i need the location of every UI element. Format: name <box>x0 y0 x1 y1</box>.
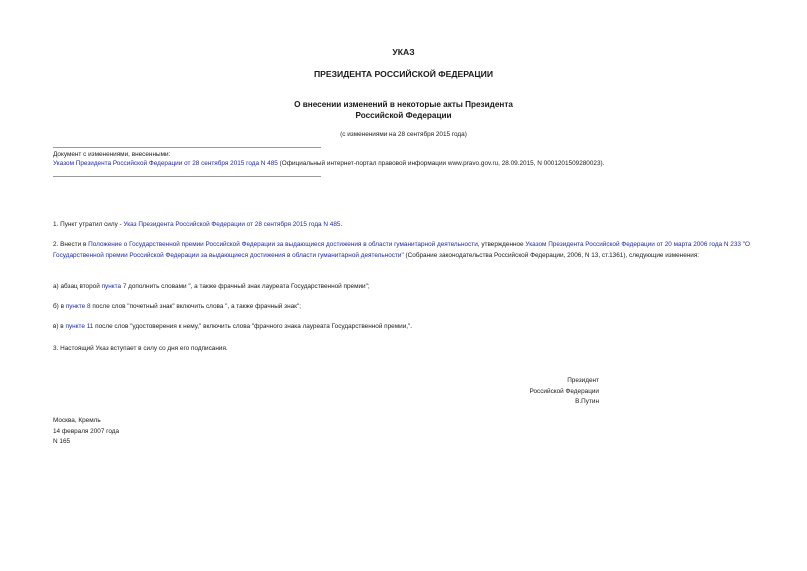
paragraph-1 <box>53 220 750 231</box>
signature-country: Российской Федерации <box>529 387 599 395</box>
regulation-link[interactable]: Положение о Государственной премии Российской Федерации за выдающиеся достижения в области гуманитарной деятельности <box>88 241 478 248</box>
document-issuer: ПРЕЗИДЕНТА РОССИЙСКОЙ ФЕДЕРАЦИИ <box>313 69 494 79</box>
document-name-line-2: Российской Федерации <box>355 110 452 120</box>
divider-bottom <box>53 176 321 177</box>
changes-entry <box>53 160 604 167</box>
paragraph-1-text: 1. Пункт утратил силу - <box>53 221 124 228</box>
changes-source: (Официальный интернет-портал правовой информации www.pravo.gov.ru, 28.09.2015, N 0001201509280023). <box>277 160 605 167</box>
document-type-title: УКАЗ <box>392 47 415 57</box>
point-8-link[interactable]: пункте 8 <box>65 303 91 310</box>
point-11-link[interactable]: пункте 11 <box>65 323 94 330</box>
document-number: N 165 <box>53 438 71 446</box>
paragraph-1-link[interactable]: Указ Президента Российской Федерации от 28 сентября 2015 года N 485 <box>123 221 341 228</box>
subparagraph-a-text-1: а) абзац второй <box>53 283 102 290</box>
subparagraph-b <box>53 302 750 313</box>
divider-top <box>53 147 321 148</box>
signature-position: Президент <box>567 377 599 384</box>
edition-note: (с изменениями на 28 сентября 2015 года) <box>340 131 467 138</box>
point-7-link[interactable]: пункта 7 <box>101 283 127 290</box>
document-name-line-1: О внесении изменений в некоторые акты Президента <box>294 100 513 109</box>
place-date-block <box>53 416 119 448</box>
paragraph-2-text-a: 2. Внести в <box>53 241 89 248</box>
paragraph-1-end: . <box>340 221 343 228</box>
paragraph-2 <box>53 240 750 261</box>
signature-block <box>439 376 599 408</box>
signature-name: В.Путин <box>575 398 599 406</box>
subparagraph-a-text-2: дополнить словами ", а также фрачный знак лауреата Государственной премии"; <box>126 283 370 290</box>
subparagraph-a <box>53 282 750 293</box>
place-date: 14 февраля 2007 года <box>53 427 120 435</box>
paragraph-3: 3. Настоящий Указ вступает в силу со дня его подписания. <box>53 345 228 352</box>
paragraph-2-text-b: , утвержденное <box>477 241 526 248</box>
changes-decree-link[interactable]: Указом Президента Российской Федерации от 28 сентября 2015 года N 485 <box>53 160 278 167</box>
subparagraph-c-text-1: в) в <box>53 323 66 330</box>
changes-label: Документ с изменениями, внесенными: <box>53 151 171 158</box>
subparagraph-c <box>53 322 750 333</box>
subparagraph-b-text-2: после слов "почетный знак" включить слова ", а также фрачный знак"; <box>90 303 301 310</box>
subparagraph-b-text-1: б) в <box>53 303 66 310</box>
subparagraph-c-text-2: после слов "удостоверения к нему," включить слова "фрачного знака лауреата Государственной премии,". <box>93 323 413 330</box>
document-name <box>0 100 807 121</box>
place-city: Москва, Кремль <box>53 417 101 424</box>
decree-233-link[interactable]: Указом Президента Российской Федерации от 20 марта 2006 года N 233 "О Государственной премии Российской Федерации за выдающиеся достижения в области гуманитарной деятельности" <box>53 241 751 259</box>
paragraph-2-text-c: (Собрание законодательства Российской Федерации, 2006, N 13, ст.1361), следующие изменения: <box>403 251 700 259</box>
